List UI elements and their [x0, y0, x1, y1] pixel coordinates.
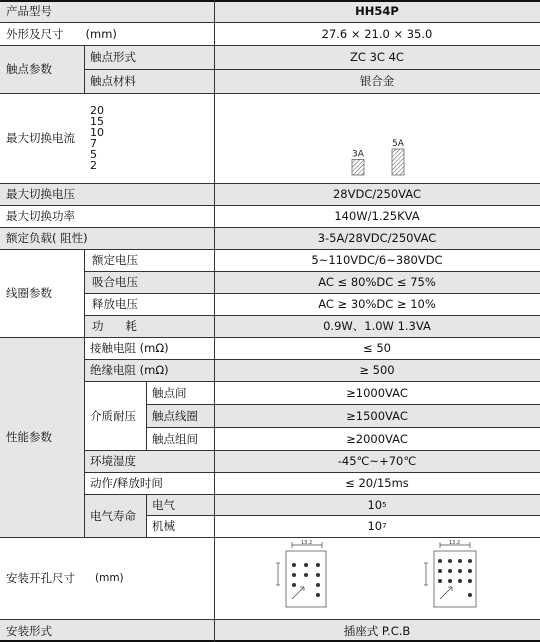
mechanical-life-label: [146, 515, 214, 537]
rated-load-value-text: 3-5A/28VDC/250VAC: [317, 231, 437, 245]
dielectric-groups-value: [214, 427, 540, 450]
size-value-text: 27.6 × 21.0 × 35.0: [321, 26, 433, 41]
max-current-chart: [214, 93, 540, 183]
rated-load-label-text: 额定负载( 阻性): [6, 231, 88, 245]
row-divider: [84, 315, 540, 316]
coil-row-label: 额定电压: [92, 253, 138, 267]
perf-label: [0, 337, 84, 537]
dim-label-3c: 13.2: [301, 540, 313, 546]
current-bar: [352, 159, 364, 175]
contact-form-label: [84, 45, 214, 69]
coil-rated-voltage-label: [84, 249, 214, 271]
dielectric-label-text: 介质耐压: [90, 408, 136, 423]
contact-resistance-label: [84, 337, 214, 359]
dielectric-contacts-label: [146, 381, 214, 404]
ambient-label-text: 环境湿度: [90, 454, 136, 468]
scale-tick: 10: [90, 126, 104, 139]
row-divider: [0, 619, 540, 620]
col-divider: [146, 494, 147, 537]
current-bar-label: 5A: [392, 139, 404, 149]
mechanical-life-label-text: 机械: [152, 519, 175, 533]
dielectric-row-label: 触点间: [152, 385, 187, 400]
row-divider: [146, 404, 540, 405]
row-divider: [0, 249, 540, 250]
electrical-life-base: 10: [367, 497, 383, 512]
coil-power-value: [214, 315, 540, 337]
contact-form-value: [214, 45, 540, 69]
max-power-label-text: 最大切换功率: [6, 209, 75, 223]
header-label: [0, 0, 214, 22]
header-label-text: 产品型号: [6, 4, 52, 18]
mechanical-life-exp: 7: [382, 522, 387, 530]
max-voltage-value-text: 28VDC/250VAC: [332, 187, 422, 201]
dielectric-groups-label: [146, 427, 214, 450]
coil-release-label: [84, 293, 214, 315]
row-divider: [84, 69, 540, 70]
contact-resistance-value-text: ≤ 50: [363, 341, 391, 355]
life-label: [84, 494, 146, 537]
coil-row-value: 5~110VDC/6~380VDC: [311, 253, 443, 267]
mechanical-life-base: 10: [367, 519, 383, 533]
contact-material-value-text: 银合金: [359, 74, 395, 88]
col-divider: [146, 381, 147, 450]
insulation-value: [214, 359, 540, 381]
current-bar-label: 3A: [352, 149, 364, 160]
ambient-value-text: -45℃~+70℃: [337, 454, 417, 468]
insulation-label: [84, 359, 214, 381]
row-divider: [0, 45, 540, 46]
row-divider: [0, 93, 540, 94]
electrical-life-label-text: 电气: [152, 497, 175, 512]
contact-form-value-text: ZC 3C 4C: [350, 50, 404, 64]
hole-layout-drawing: [214, 537, 540, 619]
max-voltage-label: [0, 183, 214, 205]
dielectric-contacts-value: [214, 381, 540, 404]
action-time-value-text: ≤ 20/15ms: [345, 476, 409, 490]
ambient-value: [214, 450, 540, 472]
size-label-text: 外形及尺寸: [6, 26, 64, 41]
max-power-value-text: 140W/1.25KVA: [334, 209, 420, 223]
action-time-value: [214, 472, 540, 494]
row-divider: [84, 293, 540, 294]
scale-tick: 15: [90, 115, 104, 128]
coil-power-label: [84, 315, 214, 337]
row-divider: [0, 227, 540, 228]
row-divider: [84, 472, 540, 473]
row-divider: [146, 427, 540, 428]
max-voltage-label-text: 最大切换电压: [6, 187, 75, 201]
contact-material-label-text: 触点材料: [90, 74, 136, 88]
coil-row-value: AC ≤ 80%DC ≤ 75%: [318, 275, 436, 289]
electrical-life-label: [146, 494, 214, 515]
mounting-label: [0, 619, 214, 642]
coil-rated-voltage-value: [214, 249, 540, 271]
scale-tick: 5: [90, 148, 97, 161]
dielectric-row-label: 触点组间: [152, 431, 198, 446]
scale-tick: 2: [90, 159, 97, 172]
coil-row-label: 功 耗: [92, 319, 137, 333]
max-current-label: [0, 93, 84, 183]
action-time-label-text: 动作/释放时间: [90, 476, 163, 490]
mounting-label-text: 安装形式: [6, 623, 52, 638]
coil-pull-in-value: [214, 271, 540, 293]
contact-resistance-label-text: 接触电阻 (mΩ): [90, 341, 169, 355]
coil-row-value: 0.9W、1.0W 1.3VA: [323, 319, 431, 333]
max-current-label-text: 最大切换电流: [6, 131, 75, 145]
col-divider: [84, 249, 85, 537]
hole-dots-3c: [292, 563, 320, 597]
contact-material-label: [84, 69, 214, 93]
coil-label: [0, 249, 84, 337]
mechanical-life-value: [214, 515, 540, 537]
mounting-holes-drawings: [214, 537, 540, 619]
dielectric-label: [84, 381, 146, 450]
coil-label-text: 线圈参数: [6, 286, 52, 300]
contact-material-value: [214, 69, 540, 93]
mounting-holes-unit: (mm): [95, 572, 124, 584]
row-divider: [0, 205, 540, 206]
row-divider: [84, 450, 540, 451]
perf-label-text: 性能参数: [6, 430, 52, 444]
max-power-value: [214, 205, 540, 227]
electrical-life-value: [214, 494, 540, 515]
scale-tick: 7: [90, 137, 97, 150]
mounting-holes-label-text: 安装开孔尺寸: [6, 571, 75, 585]
dim-label-4c: 13.2: [449, 540, 461, 546]
max-current-scale: [84, 93, 214, 183]
max-power-label: [0, 205, 214, 227]
row-divider: [0, 183, 540, 184]
insulation-value-text: ≥ 500: [359, 363, 395, 377]
dielectric-row-value: ≥2000VAC: [346, 431, 408, 446]
mounting-value-text: 插座式 P.C.B: [343, 623, 411, 638]
row-divider: [84, 271, 540, 272]
model-value: [214, 0, 540, 22]
action-time-label: [84, 472, 214, 494]
dielectric-row-label: 触点线圈: [152, 408, 198, 423]
model-value-text: HH54P: [355, 4, 399, 18]
size-unit: (mm): [85, 26, 117, 41]
current-bar-chart: [214, 93, 540, 183]
coil-pull-in-label: [84, 271, 214, 293]
rated-load-label: [0, 227, 214, 249]
col-divider-main: [214, 0, 215, 642]
contact-label: [0, 45, 84, 93]
hole-dots-4c: [438, 559, 472, 597]
row-divider: [84, 494, 540, 495]
current-bar: [392, 149, 404, 175]
dielectric-coil-value: [214, 404, 540, 427]
ambient-label: [84, 450, 214, 472]
size-label: [0, 22, 214, 45]
dielectric-row-value: ≥1000VAC: [346, 385, 408, 400]
coil-row-label: 释放电压: [92, 297, 138, 311]
contact-resistance-value: [214, 337, 540, 359]
contact-label-text: 触点参数: [6, 62, 52, 76]
row-divider: [84, 381, 540, 382]
col-divider: [84, 45, 85, 93]
coil-release-value: [214, 293, 540, 315]
coil-row-label: 吸合电压: [92, 275, 138, 289]
dielectric-coil-label: [146, 404, 214, 427]
row-divider: [84, 359, 540, 360]
hole-layout-4c: [424, 542, 476, 607]
max-voltage-value: [214, 183, 540, 205]
table-border-top: [0, 0, 540, 2]
electrical-life-exp: 5: [382, 500, 387, 509]
mounting-value: [214, 619, 540, 642]
life-label-text: 电气寿命: [90, 508, 136, 523]
insulation-label-text: 绝缘电阻 (mΩ): [90, 363, 169, 377]
mounting-holes-label: [0, 537, 214, 619]
size-value: [214, 22, 540, 45]
rated-load-value: [214, 227, 540, 249]
row-divider: [0, 537, 540, 538]
scale-tick: 20: [90, 104, 104, 117]
contact-form-label-text: 触点形式: [90, 50, 136, 64]
dielectric-row-value: ≥1500VAC: [346, 408, 408, 423]
row-divider: [0, 22, 540, 23]
row-divider: [146, 515, 540, 516]
coil-row-value: AC ≥ 30%DC ≥ 10%: [318, 297, 436, 311]
row-divider: [0, 337, 540, 338]
